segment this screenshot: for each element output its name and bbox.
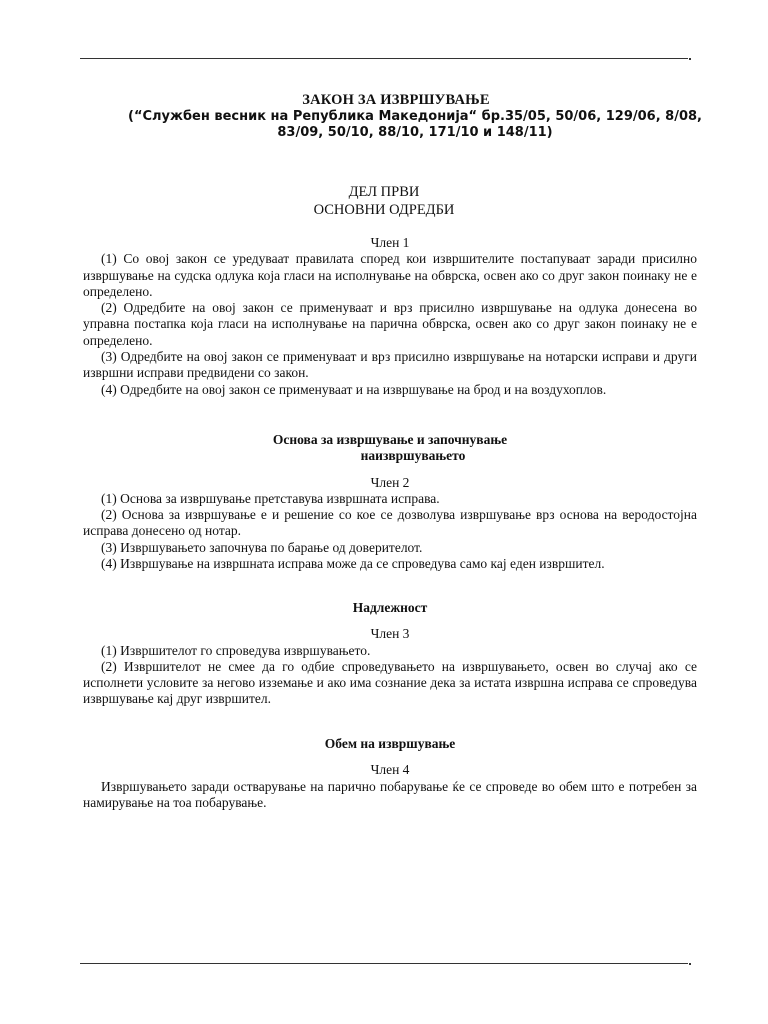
part-heading [80,183,688,219]
article-2-paragraph-1: (1) Основа за извршување претставува извршната исправа. [101,490,440,506]
part-title: ОСНОВНИ ОДРЕДБИ [313,202,455,218]
article-1-section [83,235,697,398]
article-3-label: Член 3 [370,626,410,642]
article-2-section [83,432,697,572]
article-1-paragraph-3: (3) Одредбите на овој закон се применуваат и врз присилно извршување на нотарски исправи и други извршни исправи предвидени со закон. [83,349,697,381]
article-3-paragraph-1: (1) Извршителот го спроведува извршувањето. [101,642,371,658]
bottom-rule [80,963,688,964]
article-4-label: Член 4 [370,762,410,778]
article-1-label: Член 1 [370,235,410,250]
article-2-paragraph-4: (4) Извршување на извршната исправа може да се спроведува само кај еден извршител. [101,556,605,572]
article-3-section [83,600,697,708]
section-heading-line-1: Основа за извршување и започнување [272,432,508,447]
top-rule [80,58,688,59]
article-1-paragraph-2: (2) Одредбите на овој закон се применуваат и врз присилно извршување на одлука донесена во управна постапка која гласи на исполнување на парична обврска, освен ако со друг закон поинаку не е определено. [83,300,697,348]
article-1-paragraph-4: (4) Одредбите на овој закон се применуваат и на извршување на брод и на воздухоплов. [101,381,607,397]
article-2-paragraph-2: (2) Основа за извршување е и решение со кое се дозволува извршување врз основа на веродостојна исправа донесено од нотар. [83,507,697,539]
article-2-paragraph-3: (3) Извршувањето започнува по барање од доверителот. [101,539,423,555]
section-heading-enforcement-basis [83,432,697,465]
article-4-paragraph-1: Извршувањето заради остварување на парично побарување ќе се спроведе во обем што е потребен за намирување на тоа побарување. [83,778,697,810]
document-title-block [80,92,712,141]
section-heading-jurisdiction: Надлежност [352,600,428,615]
law-title: ЗАКОН ЗА ИЗВРШУВАЊЕ [302,92,490,108]
article-3-paragraph-2: (2) Извршителот не смее да го одбие спроведувањето на извршувањето, освен во случај ако се исполнети условите за негово изземање и ако има сознание дека за истата извршна исправа се спроведува извршување кај друг извршител. [83,658,697,707]
section-heading-scope: Обем на извршување [324,736,456,751]
section-heading-line-2: наизвршувањето [360,448,466,464]
article-4-section [83,736,697,811]
article-1-paragraph-1: (1) Со овој закон се уредуваат правилата според кои извршителите постапуваат заради присилно извршување на судска одлука која гласи на исполнување на обврска, освен ако со друг закон поинаку не е определено. [83,251,697,299]
part-number: ДЕЛ ПРВИ [348,184,420,200]
law-gazette-reference: (“Службен весник на Република Македонија“ бр.35/05, 50/06, 129/06, 8/08, 83/09, 50/10, 88/10, 171/10 и 148/11) [128,109,702,140]
article-2-label: Член 2 [370,474,410,490]
